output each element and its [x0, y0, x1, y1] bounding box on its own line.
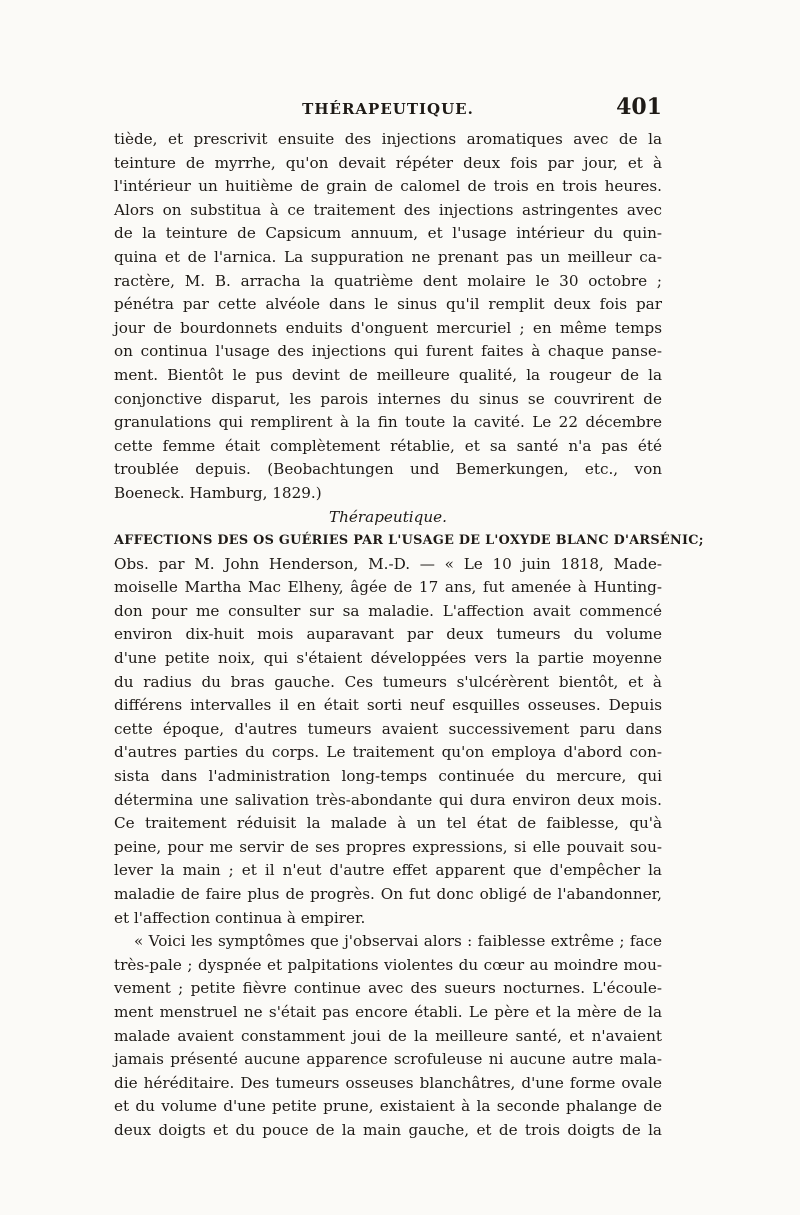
citation-end-line: Boeneck. Hamburg, 1829.) [114, 483, 322, 502]
text-line: jour de bourdonnets enduits d'onguent mercuriel ; en même temps [114, 318, 662, 337]
text-line: différens intervalles il en était sorti neuf esquilles osseuses. Depuis [114, 696, 662, 715]
text-line: quina et de l'arnica. La suppuration ne prenant pas un meilleur ca- [114, 247, 662, 266]
text-line: Ce traitement réduisit la malade à un tel état de faiblesse, qu'à [114, 814, 662, 833]
text-line: cette époque, d'autres tumeurs avaient successivement paru dans [114, 719, 662, 738]
text-line: détermina une salivation très-abondante qui dura environ deux mois. [114, 790, 662, 809]
page-number: 401 [616, 94, 662, 120]
text-line: Alors on substitua à ce traitement des injections astringentes avec [114, 200, 662, 219]
text-line: et du volume d'une petite prune, existaient à la seconde phalange de [114, 1097, 662, 1116]
text-line: sista dans l'administration long-temps continuée du mercure, qui [114, 767, 662, 786]
text-line: deux doigts et du pouce de la main gauche, et de trois doigts de la [114, 1120, 662, 1139]
text-line: maladie de faire plus de progrès. On fut donc obligé de l'abandonner, [114, 885, 662, 903]
text-line: d'une petite noix, qui s'étaient développées vers la partie moyenne [114, 649, 662, 668]
text-line: moiselle Martha Mac Elheny, âgée de 17 ans, fut amenée à Hunting- [114, 578, 662, 597]
text-line: très-pale ; dyspnée et palpitations violentes du cœur au moindre mou- [114, 955, 662, 974]
text-line: lever la main ; et il n'eut d'autre effet apparent que d'empêcher la [114, 861, 662, 880]
text-line: pénétra par cette alvéole dans le sinus qu'il remplit deux fois par [114, 295, 662, 314]
text-line: malade avaient constamment joui de la meilleure santé, et n'avaient [114, 1026, 662, 1045]
text-line: du radius du bras gauche. Ces tumeurs s'ulcérèrent bientôt, et à [114, 672, 662, 691]
text-line: conjonctive disparut, les parois internes du sinus se couvrirent de [114, 389, 662, 408]
text-line: l'intérieur un huitième de grain de calomel de trois en trois heures. [114, 177, 662, 196]
text-line: de la teinture de Capsicum annuum, et l'usage intérieur du quin- [114, 224, 662, 243]
text-line: granulations qui remplirent à la fin toute la cavité. Le 22 décembre [114, 413, 662, 432]
text-line: jamais présenté aucune apparence scrofuleuse ni aucune autre mala- [114, 1050, 662, 1069]
text-line: don pour me consulter sur sa maladie. L'affection avait commencé [114, 601, 662, 620]
text-line: vement ; petite fièvre continue avec des sueurs nocturnes. L'écoule- [114, 979, 662, 998]
text-line: Obs. par M. John Henderson, M.-D. — « Le 10 juin 1818, Made- [114, 554, 662, 573]
text-line: tiède, et prescrivit ensuite des injections aromatiques avec de la [114, 130, 662, 148]
page-header [114, 94, 662, 124]
text-line: die héréditaire. Des tumeurs osseuses blanchâtres, d'une forme ovale [114, 1073, 662, 1092]
text-line: troublée depuis. (Beobachtungen und Bemerkungen, etc., von [114, 460, 662, 479]
text-line: d'autres parties du corps. Le traitement qu'on employa d'abord con- [114, 743, 662, 762]
article-heading: AFFECTIONS DES OS GUÉRIES PAR L'USAGE DE L'OXYDE BLANC D'ARSÉNIC; [114, 533, 704, 549]
body-text [114, 128, 704, 1143]
text-line: « Voici les symptômes que j'observai alors : faiblesse extrême ; face [134, 932, 662, 951]
text-line: ractère, M. B. arracha la quatrième dent molaire le 30 octobre ; [114, 271, 662, 290]
text-line: teinture de myrrhe, qu'on devait répéter deux fois par jour, et à [114, 153, 662, 172]
text-line: on continua l'usage des injections qui furent faites à chaque panse- [114, 342, 662, 361]
running-title: THÉRAPEUTIQUE. [302, 100, 474, 118]
text-line: peine, pour me servir de ses propres expressions, si elle pouvait sou- [114, 837, 662, 856]
text-line: environ dix-huit mois auparavant par deux tumeurs du volume [114, 625, 662, 644]
text-line: ment. Bientôt le pus devint de meilleure qualité, la rougeur de la [114, 365, 662, 384]
text-line: cette femme était complètement rétablie, et sa santé n'a pas été [114, 436, 662, 455]
paragraph-end-line: et l'affection continua à empirer. [114, 908, 366, 927]
section-title: Thérapeutique. [329, 507, 447, 526]
text-line: ment menstruel ne s'était pas encore établi. Le père et la mère de la [114, 1002, 662, 1021]
